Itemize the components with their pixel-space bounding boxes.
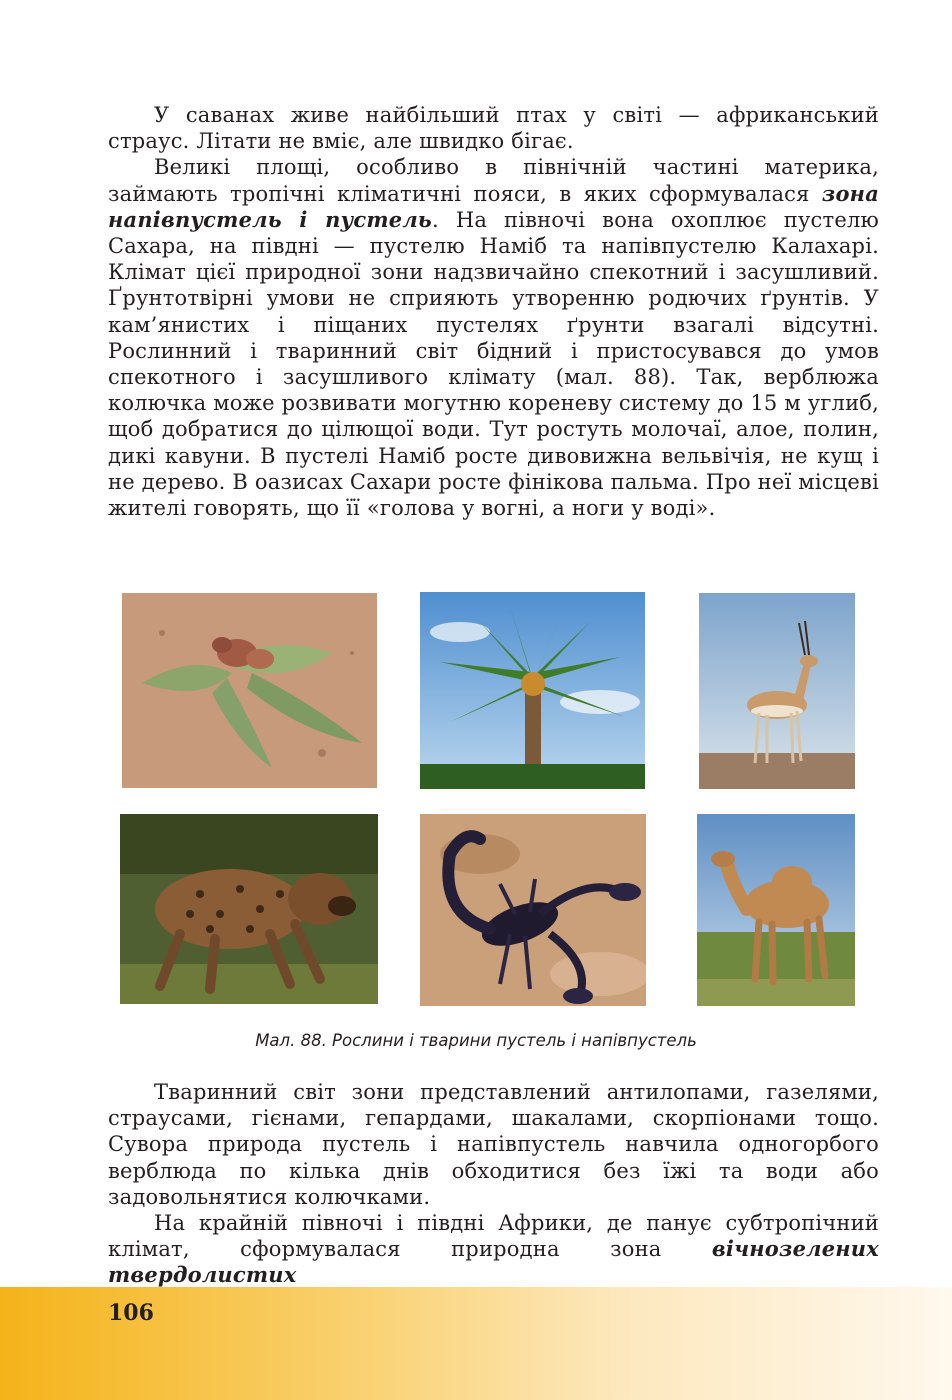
term-evergreen: вічнозелених твердолистих <box>108 1236 879 1288</box>
term-desert-zone: зона напівпустель і пустель <box>108 180 879 232</box>
welwitschia-photo <box>122 593 377 788</box>
paragraph-subtropics-start: На крайній півночі і півдні Африки, де панує субтропічний клімат, сформувалася природна зона <box>108 1211 879 1262</box>
paragraph-fauna: Тваринний світ зони представлений антилопами, газелями, страусами, гієнами, гепардами, шакалами, скорпіонами тощо. Сувора природа пустель і напівпустель навчила одногорбого верблюда по кілька днів обходитися без їжі та води або задовольнятися колючками. <box>108 1080 879 1209</box>
paragraph-ostrich: У саванах живе найбільший птах у світі — африканський страус. Літати не вміє, але швидко бігає. <box>108 103 879 154</box>
gazelle-photo <box>699 593 855 789</box>
figure-caption: Мал. 88. Рослини і тварини пустель і напівпустель <box>255 1031 697 1050</box>
paragraph-desert-zone-start: Великі площі, особливо в північній частині материка, займають тропічні кліматичні пояси, в яких сформувалася <box>108 155 879 206</box>
text-block-top <box>108 102 879 521</box>
paragraph-desert-zone-rest: . На півночі вона охоплює пустелю Сахара, на півдні — пустелю Наміб та напівпустелю Калахарі. Клімат цієї природної зони надзвичайно спекотний і засушливий. Ґрунтотвірні умови не сприяють утворенню родючих ґрунтів. У кам’янистих і піщаних пустелях ґрунти взагалі відсутні. Рослинний і тваринний світ бідний і пристосувався до умов спекотного і засушливого клімату (мал. 88). Так, верблюжа колючка може розвивати могутню кореневу систему до 15 м углиб, щоб добратися до цілющої води. Тут ростуть молочаї, алое, полин, дикі кавуни. В пустелі Наміб росте дивовижна вельвічія, не кущ і не дерево. В оазисах Сахари росте фінікова пальма. Про неї місцеві жителі говорять, що її «голова у вогні, а ноги у воді». <box>108 207 879 521</box>
date-palm-photo <box>420 592 645 789</box>
paragraph-subtropics <box>108 1210 879 1289</box>
text-block-bottom <box>108 1079 879 1289</box>
page-number: 106 <box>108 1300 154 1326</box>
paragraph-desert-zone <box>108 154 879 521</box>
camel-photo <box>697 814 855 1006</box>
hyena-photo <box>120 814 378 1004</box>
scorpion-photo <box>420 814 646 1006</box>
